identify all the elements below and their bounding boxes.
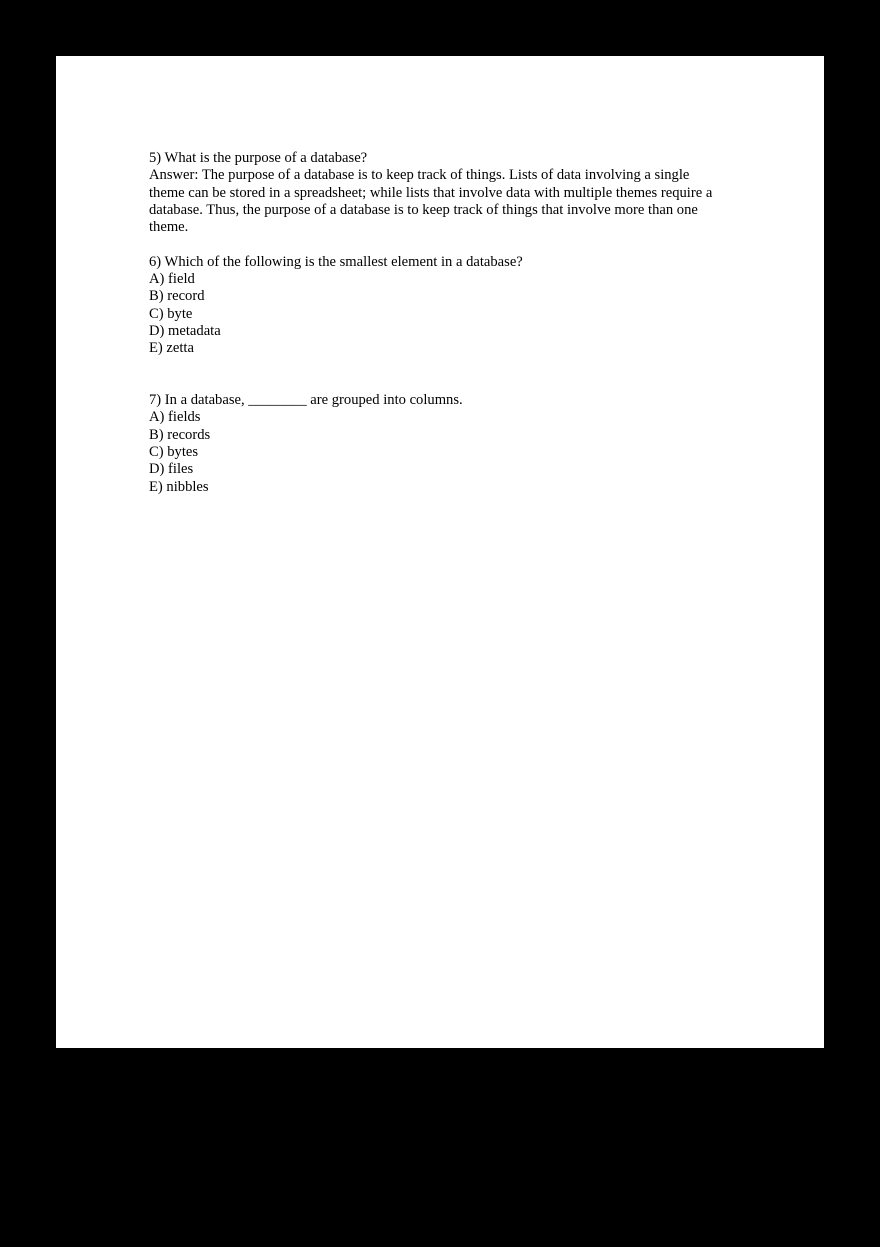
answer-line: Answer: The purpose of a database is to keep track of things. Lists of data involving a single	[149, 167, 690, 184]
page-content	[149, 150, 739, 496]
question-prompt: 6) Which of the following is the smallest element in a database?	[149, 253, 523, 270]
question-7	[149, 392, 739, 496]
answer-option: E) zetta	[149, 340, 194, 357]
answer-line: theme can be stored in a spreadsheet; while lists that involve data with multiple themes require a	[149, 184, 713, 201]
question-prompt: 5) What is the purpose of a database?	[149, 150, 368, 166]
answer-option: E) nibbles	[149, 478, 209, 495]
spacer	[149, 358, 739, 393]
question-6	[149, 254, 739, 358]
answer-option: C) bytes	[149, 444, 199, 461]
answer-line: theme.	[149, 219, 189, 236]
spacer	[149, 236, 739, 253]
answer-option: D) files	[149, 461, 194, 478]
document-page	[56, 56, 824, 1048]
question-5	[149, 150, 739, 236]
answer-option: A) field	[149, 271, 195, 288]
answer-line: database. Thus, the purpose of a database is to keep track of things that involve more than one	[149, 201, 698, 218]
answer-option: B) record	[149, 288, 205, 305]
question-prompt: 7) In a database, ________ are grouped into columns.	[149, 392, 463, 409]
answer-option: A) fields	[149, 409, 201, 426]
answer-option: D) metadata	[149, 322, 221, 339]
answer-option: B) records	[149, 426, 211, 443]
answer-option: C) byte	[149, 305, 193, 322]
